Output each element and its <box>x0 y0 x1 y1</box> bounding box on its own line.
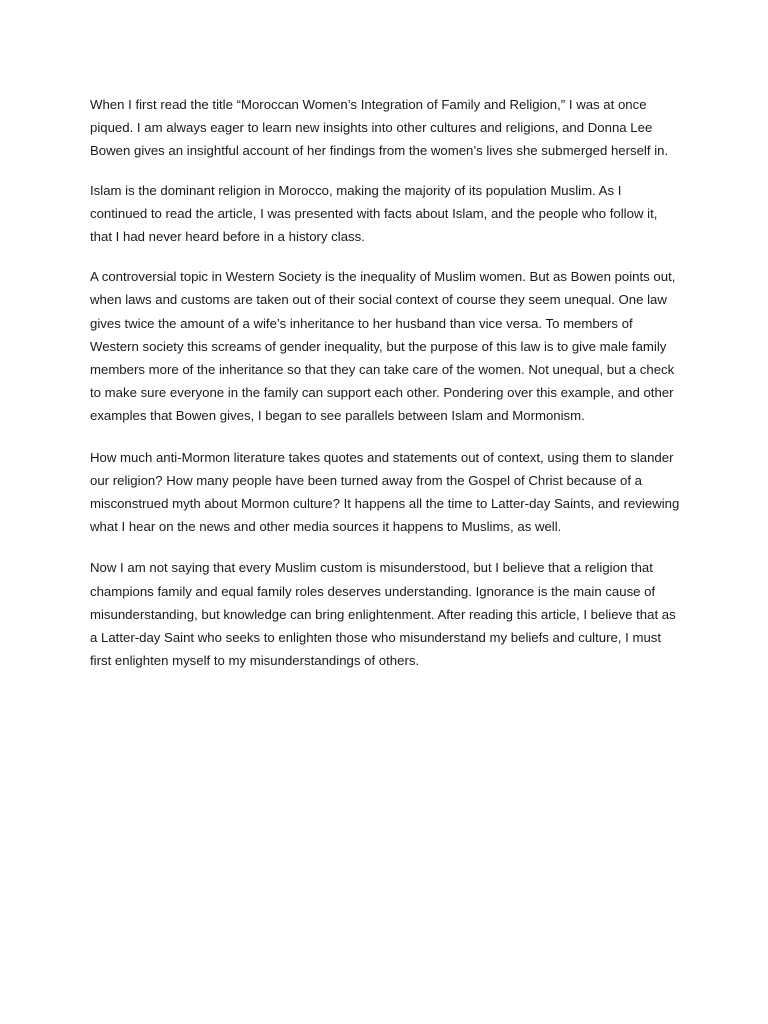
paragraph-line: Now I am not saying that every Muslim custom is misunderstood, but I believe that a religion that <box>90 560 653 576</box>
paragraph-line: misconstrued myth about Mormon culture? It happens all the time to Latter-day Saints, and reviewing <box>90 496 680 512</box>
paragraph-line: our religion? How many people have been turned away from the Gospel of Christ because of a <box>90 472 642 488</box>
paragraph-line: continued to read the article, I was presented with facts about Islam, and the people who follow it, <box>90 205 658 221</box>
paragraph-line: that I had never heard before in a history class. <box>90 229 365 245</box>
paragraph-line: A controversial topic in Western Society is the inequality of Muslim women. But as Bowen points out, <box>90 269 676 285</box>
paragraph-line: champions family and equal family roles deserves understanding. Ignorance is the main cause of <box>90 583 656 599</box>
paragraph-line: to make sure everyone in the family can support each other. Pondering over this example, and other <box>90 385 674 401</box>
paragraph-2 <box>90 179 683 249</box>
paragraph-line: members more of the inheritance so that they can take care of the women. Not unequal, but a check <box>90 362 675 378</box>
paragraph-5 <box>90 556 683 672</box>
document-body <box>90 93 683 672</box>
paragraph-line: gives twice the amount of a wife’s inheritance to her husband than vice versa. To members of <box>90 315 633 331</box>
paragraph-line: How much anti-Mormon literature takes quotes and statements out of context, using them to slander <box>90 449 674 465</box>
paragraph-line: When I first read the title “Moroccan Women’s Integration of Family and Religion,” I was at once <box>90 97 647 112</box>
paragraph-line: examples that Bowen gives, I began to see parallels between Islam and Mormonism. <box>90 408 585 424</box>
paragraph-line: Western society this screams of gender inequality, but the purpose of this law is to give male family <box>90 338 667 354</box>
paragraph-line: a Latter-day Saint who seeks to enlighten those who misunderstand my beliefs and culture, I must <box>90 630 662 646</box>
paragraph-line: first enlighten myself to my misunderstandings of others. <box>90 653 420 669</box>
paragraph-1 <box>90 93 683 163</box>
paragraph-line: Bowen gives an insightful account of her findings from the women’s lives she submerged herself in. <box>90 143 669 159</box>
paragraph-line: piqued. I am always eager to learn new insights into other cultures and religions, and Donna Lee <box>90 120 653 136</box>
paragraph-line: misunderstanding, but knowledge can bring enlightenment. After reading this article, I believe that as <box>90 606 676 622</box>
paragraph-line: when laws and customs are taken out of their social context of course they seem unequal. One law <box>90 292 667 308</box>
paragraph-line: Islam is the dominant religion in Morocco, making the majority of its population Muslim. As I <box>90 182 622 198</box>
paragraph-line: what I hear on the news and other media sources it happens to Muslims, as well. <box>90 519 562 535</box>
paragraph-4 <box>90 446 683 539</box>
paragraph-3 <box>90 265 683 427</box>
